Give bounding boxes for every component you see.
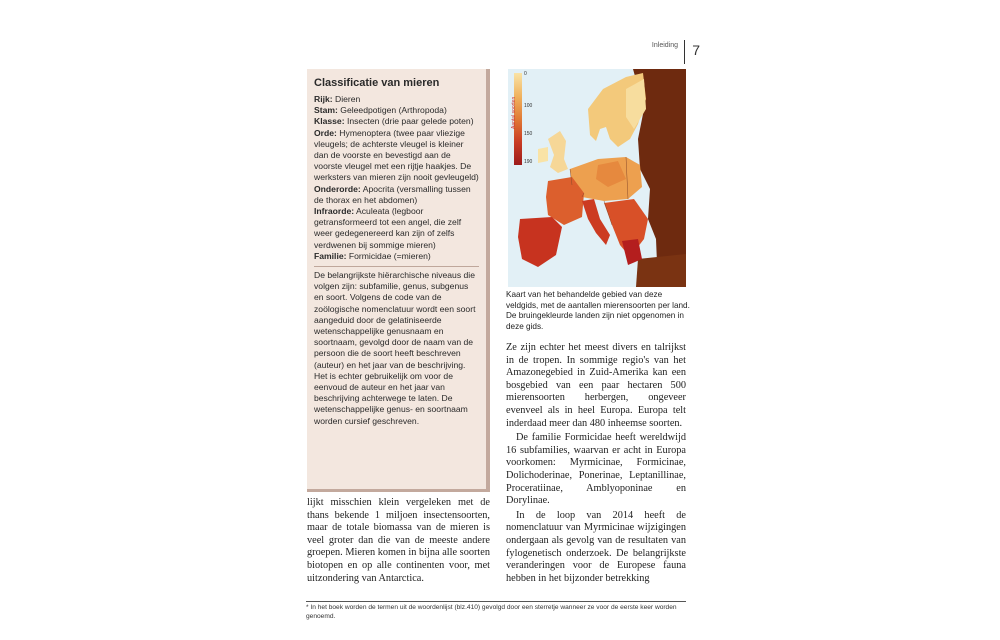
row-text: Geleedpotigen (Arthropoda) (337, 105, 447, 116)
row-label: Orde: (314, 127, 337, 138)
classification-sidebar (307, 69, 490, 492)
right-column (506, 342, 686, 585)
taxonomy-row (314, 116, 479, 127)
row-label: Onderorde: (314, 183, 361, 194)
running-head: Inleiding (651, 42, 678, 49)
row-label: Familie: (314, 250, 347, 261)
row-text: Formicidae (=mieren) (346, 250, 431, 261)
row-label: Infraorde: (314, 206, 355, 217)
paragraph: De familie Formicidae heeft wereldwijd 16 subfamilies, waarvan er acht in Europa voorkomen: Myrmicinae, Formicinae, Dolichoderinae, Ponerinae, Leptanillinae, Proceratiinae, Amblyoponinae en Dorylinae. (506, 432, 686, 507)
map-caption: Kaart van het behandelde gebied van deze veldgids, met de aantallen mierensoorten per land. De bruingekleurde landen zijn niet opgenomen in deze gids. (506, 290, 690, 331)
taxonomy-row (314, 105, 479, 116)
row-text: Apocrita (versmalling tussen de thorax en het abdomen) (314, 183, 471, 205)
paragraph: Ze zijn echter het meest divers en talrijkst in de tropen. In sommige regio's van het Amazonegebied in Zuid-Amerika kan een bosgebied van een paar hectaren 500 mierensoorten herbergen, ongeveer evenveel als in heel Europa. Europa telt inderdaad meer dan 480 inheemse soorten. (506, 342, 686, 429)
left-column (307, 497, 490, 585)
legend-tick-label: 150 (524, 131, 533, 137)
taxonomy-row (314, 128, 479, 184)
sidebar-title: Classificatie van mieren (314, 77, 440, 89)
page-header (640, 40, 700, 64)
legend-tick-label: 100 (524, 103, 533, 109)
page-number: 7 (692, 42, 700, 58)
taxonomy-row (314, 184, 479, 206)
row-text: Aculeata (legboor getransformeerd tot een angel, die zelf weer gedegenereerd kan zijn of zelfs verdwenen bij sommige mieren) (314, 206, 462, 250)
footnote: * In het boek worden de termen uit de woordenlijst (blz.410) gevolgd door een sterretje wanneer ze voor de eerste keer worden genoemd. (306, 604, 677, 620)
taxonomy-row (314, 206, 479, 251)
taxonomy-row (314, 251, 479, 262)
legend-min-label: 0 (524, 71, 527, 77)
legend-tick-label: 190 (524, 159, 533, 165)
row-text: Dieren (332, 94, 361, 104)
taxonomy-row (314, 94, 479, 105)
row-label: Stam: (314, 105, 338, 116)
row-text: Hymenoptera (twee paar vliezige vleugels; de achterste vleugel is kleiner dan de voorste en bevestigd aan de voorste vleugel met een rijtje haakjes. De werksters van mieren zijn nooit gevleugeld) (314, 127, 479, 183)
row-label: Klasse: (314, 116, 345, 127)
header-rule (684, 40, 685, 64)
sidebar-divider (314, 266, 479, 267)
row-label: Rijk: (314, 94, 333, 104)
legend-title: Aantal soorten (511, 96, 517, 129)
europe-species-map (508, 69, 686, 287)
paragraph: lijkt misschien klein vergeleken met de thans bekende 1 miljoen insectensoorten, maar de totale biomassa van de mieren is veel groter dan die van de meeste andere groepen. Mieren komen in bijna alle soorten biotopen en op alle continenten voor, met uitzondering van Antarctica. (307, 497, 490, 584)
sidebar-paragraph: De belangrijkste hiërarchische niveaus die volgen zijn: subfamilie, genus, subgenus en soort. Volgens de code van de zoölogische nomenclatuur wordt een soort aangeduid door de gelatiniseerde wetenschappelijke genusnaam en soortnaam, gevolgd door de naam van de persoon die de soort heeft beschreven (auteur) en het jaar van de beschrijving. Het is echter gebruikelijk om voor de eenvoud de auteur en het jaar van beschrijving achterwege te laten. De wetenschappelijke genus- en soortnaam worden cursief geschreven. (314, 270, 476, 426)
map-graphic (508, 69, 686, 287)
footnote-rule (306, 601, 686, 602)
row-text: Insecten (drie paar gelede poten) (344, 116, 474, 127)
paragraph: In de loop van 2014 heeft de nomenclatuur van Myrmicinae wijzigingen ondergaan als gevolg van de resultaten van fylogenetisch onderzoek. De belangrijkste veranderingen voor de Europese fauna hebben in het bijzonder betrekking (506, 509, 686, 584)
